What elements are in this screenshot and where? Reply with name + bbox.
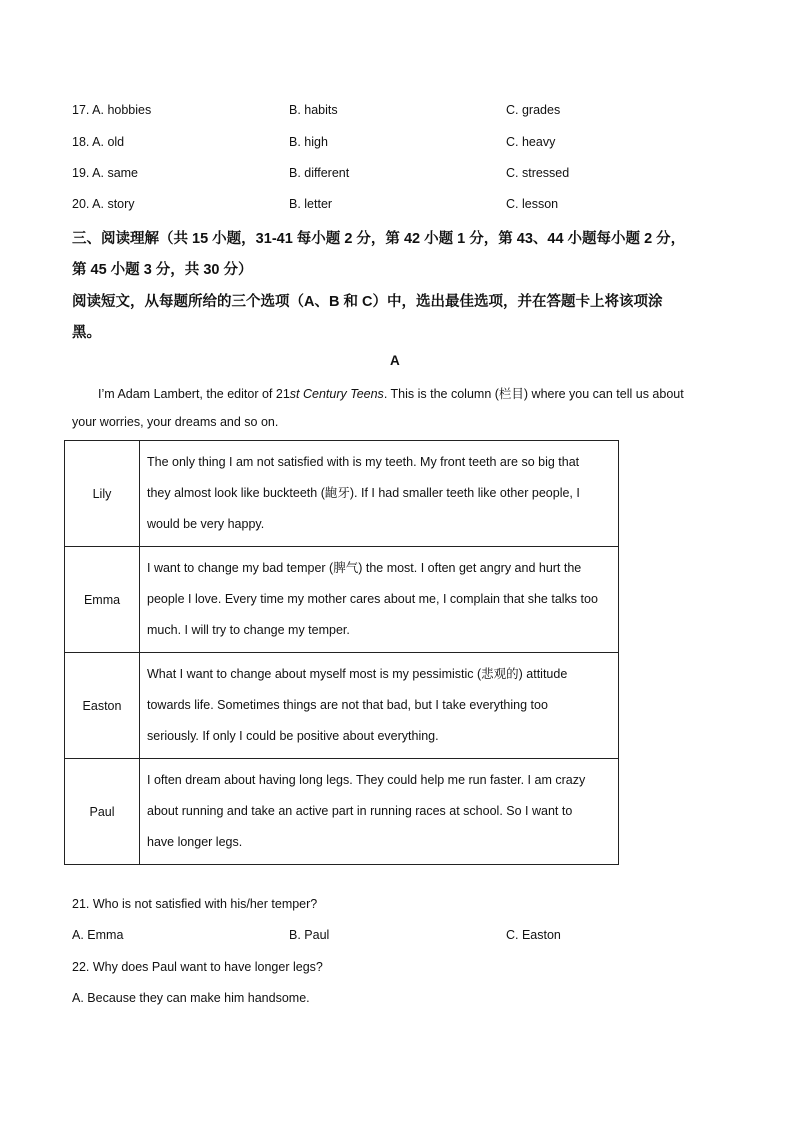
option-17-b: B. habits <box>289 103 338 117</box>
passage-intro-line2: your worries, your dreams and so on. <box>72 415 279 429</box>
content-line: would be very happy. <box>147 517 265 531</box>
table-row-paul <box>65 759 619 865</box>
option-18-a: 18. A. old <box>72 135 125 149</box>
content-line: I often dream about having long legs. They could help me run faster. I am crazy <box>147 773 586 787</box>
q22-option-a: A. Because they can make him handsome. <box>72 991 310 1005</box>
section-instruction-line1: 阅读短文，从每题所给的三个选项（A、B 和 C）中，选出最佳选项，并在答题卡上将该项涂 <box>72 294 663 310</box>
q21-option-a: A. Emma <box>72 928 124 942</box>
intro-text-part2: . This is the column (栏目) where you can tell us about <box>383 387 684 401</box>
q21-option-c: C. Easton <box>506 928 561 942</box>
question-22: 22. Why does Paul want to have longer legs? <box>72 960 323 974</box>
content-line: about running and take an active part in running races at school. So I want to <box>147 804 573 818</box>
content-line: have longer legs. <box>147 835 243 849</box>
magazine-title: st Century Teens <box>289 387 384 401</box>
passage-intro-line1 <box>98 384 684 402</box>
row-content <box>140 759 619 865</box>
option-19-c: C. stressed <box>506 166 570 180</box>
q21-option-b: B. Paul <box>289 928 330 942</box>
passage-title: A <box>390 353 400 368</box>
content-line: What I want to change about myself most is my pessimistic (悲观的) attitude <box>147 667 568 681</box>
row-name: Lily <box>65 441 140 547</box>
row-name: Paul <box>65 759 140 865</box>
row-content <box>140 547 619 653</box>
option-18-c: C. heavy <box>506 135 556 149</box>
table-row-emma <box>65 547 619 653</box>
table-row-easton <box>65 653 619 759</box>
content-line: people I love. Every time my mother cares about me, I complain that she talks too <box>147 592 598 606</box>
option-20-b: B. letter <box>289 197 333 211</box>
row-content <box>140 441 619 547</box>
row-name: Easton <box>65 653 140 759</box>
content-line: they almost look like buckteeth (龅牙). If I had smaller teeth like other people, I <box>147 486 580 500</box>
table-row-lily <box>65 441 619 547</box>
section-heading-line2: 第 45 小题 3 分，共 30 分） <box>72 262 253 278</box>
option-17-c: C. grades <box>506 103 561 117</box>
content-line: I want to change my bad temper (脾气) the most. I often get angry and hurt the <box>147 561 582 575</box>
question-21: 21. Who is not satisfied with his/her temper? <box>72 897 318 911</box>
content-line: The only thing I am not satisfied with is my teeth. My front teeth are so big that <box>147 455 580 469</box>
option-19-b: B. different <box>289 166 350 180</box>
content-line: towards life. Sometimes things are not that bad, but I take everything too <box>147 698 548 712</box>
option-19-a: 19. A. same <box>72 166 139 180</box>
section-instruction-line2: 黑。 <box>72 325 101 341</box>
row-content <box>140 653 619 759</box>
column-table <box>64 440 619 865</box>
option-17-a: 17. A. hobbies <box>72 103 152 117</box>
option-18-b: B. high <box>289 135 328 149</box>
section-heading-line1: 三、阅读理解（共 15 小题，31-41 每小题 2 分，第 42 小题 1 分，第 43、44 小题每小题 2 分， <box>72 231 686 247</box>
row-name: Emma <box>65 547 140 653</box>
content-line: seriously. If only I could be positive about everything. <box>147 729 439 743</box>
intro-text-part1: I’m Adam Lambert, the editor of 21 <box>98 387 290 401</box>
option-20-a: 20. A. story <box>72 197 135 211</box>
option-20-c: C. lesson <box>506 197 559 211</box>
content-line: much. I will try to change my temper. <box>147 623 350 637</box>
